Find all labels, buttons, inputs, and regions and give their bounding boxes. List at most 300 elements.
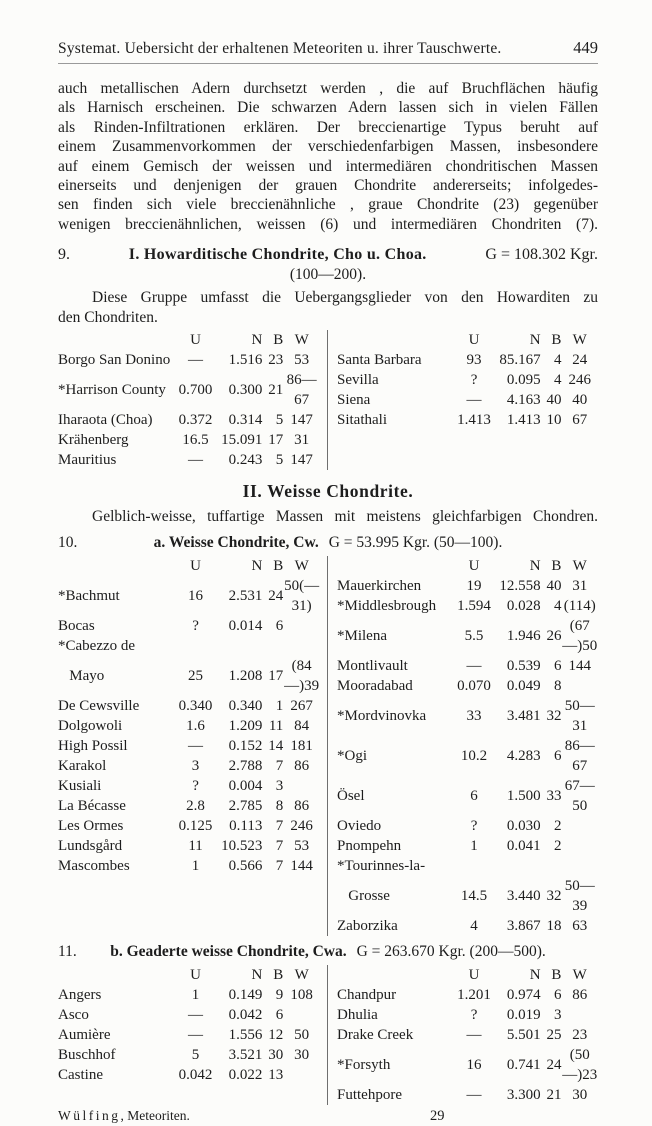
- meteorite-name: Bocas: [58, 618, 95, 635]
- value-cell: 32: [546, 708, 562, 725]
- column-header: W: [294, 332, 309, 349]
- value-cell: [283, 1005, 320, 1025]
- value-cell: [283, 616, 320, 636]
- column-header: U: [190, 967, 201, 984]
- meteorite-name: Castine: [58, 1067, 103, 1084]
- meteorite-name: Les Ormes: [58, 818, 124, 835]
- intro-paragraph: [58, 79, 598, 234]
- value-cell: 30: [268, 1047, 284, 1064]
- value-cell: 1: [275, 698, 284, 715]
- table-right-half: [328, 330, 598, 470]
- table-row: [337, 410, 598, 430]
- table-row: [58, 1005, 320, 1025]
- section-title: I. Howarditische Chondrite, Cho u. Choa.: [128, 246, 427, 264]
- weight-total: G = 263.670 Kgr. (200—500).: [356, 943, 546, 961]
- value-cell: 3: [275, 778, 284, 795]
- value-cell: 2: [553, 838, 562, 855]
- value-cell: 50(—31): [284, 578, 320, 615]
- value-cell: 147: [290, 452, 313, 469]
- value-cell: 3.300: [506, 1087, 541, 1104]
- value-cell: 25: [188, 668, 204, 685]
- meteorite-name: Mayo: [58, 668, 105, 685]
- table-row: [337, 836, 598, 856]
- value-cell: 1: [470, 838, 478, 855]
- column-header: B: [551, 967, 562, 984]
- running-header: [58, 38, 598, 64]
- meteorite-name: Kusiali: [58, 778, 102, 795]
- value-cell: 86—67: [286, 372, 317, 409]
- value-cell: 0.019: [506, 1007, 541, 1024]
- value-cell: 0.042: [228, 1007, 263, 1024]
- value-cell: 7: [275, 858, 284, 875]
- table-row: [337, 696, 598, 736]
- section-10-heading: [58, 532, 598, 553]
- value-cell: 5: [191, 1047, 200, 1064]
- column-header: U: [190, 558, 201, 575]
- table-row: [58, 756, 320, 776]
- value-cell: 11: [188, 838, 203, 855]
- value-cell: 267: [290, 698, 313, 715]
- column-header: N: [251, 967, 263, 984]
- value-cell: 246: [290, 818, 313, 835]
- column-header: U: [190, 332, 201, 349]
- table-row: [58, 1065, 320, 1085]
- table-row: [337, 1085, 598, 1105]
- column-header: U: [468, 967, 480, 984]
- value-cell: [176, 636, 215, 656]
- section-number: 10.: [58, 534, 78, 552]
- table-row: [337, 350, 598, 370]
- value-cell: —: [188, 352, 204, 369]
- table-row: [337, 876, 598, 916]
- paragraph-line: sen finden sich viele breccienähnliche , graue Chondrite (23) gegenüber: [58, 196, 598, 214]
- value-cell: 0.152: [228, 738, 263, 755]
- value-cell: 23: [572, 1027, 588, 1044]
- value-cell: 10: [546, 412, 562, 429]
- value-cell: 21: [268, 382, 284, 399]
- white-chondrite-table: [58, 556, 598, 936]
- value-cell: 0.028: [506, 598, 541, 615]
- value-cell: 7: [275, 838, 284, 855]
- value-cell: 53: [294, 838, 310, 855]
- value-cell: 16: [188, 588, 204, 605]
- meteorite-name: *Mordvinovka: [337, 708, 427, 725]
- value-cell: 0.741: [506, 1057, 541, 1074]
- meteorite-name: *Bachmut: [58, 588, 120, 605]
- value-cell: 0.300: [228, 382, 263, 399]
- table-row: [58, 450, 320, 470]
- value-cell: 0.030: [506, 818, 541, 835]
- meteorite-name: Mooradabad: [337, 678, 413, 695]
- value-cell: 85.167: [499, 352, 541, 369]
- value-cell: 2: [553, 818, 562, 835]
- column-header: W: [572, 967, 587, 984]
- meteorite-name: De Cewsville: [58, 698, 140, 715]
- value-cell: (67—)50: [562, 618, 598, 655]
- table-row: [337, 656, 598, 676]
- work-title: , Meteoriten.: [120, 1108, 190, 1124]
- meteorite-name: Borgo San Donino: [58, 352, 171, 369]
- value-cell: [561, 1005, 598, 1025]
- meteorite-name: *Ogi: [337, 748, 367, 765]
- value-cell: 0.041: [506, 838, 541, 855]
- meteorite-name: Zaborzika: [337, 918, 398, 935]
- table-left-half: [58, 556, 328, 936]
- paragraph-line: auf einem Gemisch der weissen und intermediären chondritischen Massen: [58, 157, 598, 175]
- value-cell: —: [188, 738, 204, 755]
- column-header: B: [273, 332, 284, 349]
- section-9-description: [58, 288, 598, 327]
- value-cell: 1.209: [228, 718, 263, 735]
- table-row: [58, 776, 320, 796]
- column-header: W: [572, 332, 587, 349]
- table-row: [58, 985, 320, 1005]
- page-footer: [58, 1106, 598, 1126]
- meteorite-name: Mauritius: [58, 452, 117, 469]
- value-cell: 86: [572, 987, 588, 1004]
- table-row: [58, 636, 320, 656]
- value-cell: [283, 776, 320, 796]
- value-cell: 4: [553, 598, 562, 615]
- value-cell: 1.413: [506, 412, 541, 429]
- table-row: [58, 656, 320, 696]
- value-cell: [541, 856, 562, 876]
- value-cell: 1.201: [457, 987, 491, 1004]
- meteorite-name: Sitathali: [337, 412, 387, 429]
- value-cell: 3: [553, 1007, 562, 1024]
- value-cell: —: [466, 392, 482, 409]
- value-cell: 2.785: [228, 798, 263, 815]
- value-cell: 0.539: [506, 658, 541, 675]
- value-cell: 144: [568, 658, 591, 675]
- table-row: [58, 796, 320, 816]
- section-title: a. Weisse Chondrite, Cw.: [153, 534, 319, 552]
- value-cell: (84—)39: [284, 658, 320, 695]
- meteorite-name: Karakol: [58, 758, 107, 775]
- value-cell: —: [188, 452, 204, 469]
- value-cell: [262, 636, 283, 656]
- value-cell: 0.149: [228, 987, 263, 1004]
- table-row: [337, 596, 598, 616]
- value-cell: 10.523: [221, 838, 263, 855]
- weight-total: G = 108.302 Kgr.: [485, 246, 598, 264]
- paragraph-line: als Rinden-Infiltrationen erklären. Der breccienartige Typus beruht auf: [58, 118, 598, 136]
- value-cell: ?: [192, 778, 199, 795]
- value-cell: 1.6: [186, 718, 205, 735]
- table-row: [337, 1045, 598, 1085]
- value-cell: 17: [268, 668, 284, 685]
- value-cell: 1: [191, 858, 200, 875]
- value-cell: 93: [466, 352, 482, 369]
- meteorite-name: Iharaota (Choa): [58, 412, 153, 429]
- meteorite-name: Pnompehn: [337, 838, 402, 855]
- value-cell: [283, 636, 320, 656]
- value-cell: 0.113: [229, 818, 263, 835]
- howardite-table: [58, 330, 598, 470]
- value-cell: 24: [268, 588, 284, 605]
- table-row: [58, 350, 320, 370]
- value-cell: 0.314: [228, 412, 263, 429]
- column-header: B: [273, 558, 284, 575]
- value-cell: 0.340: [178, 698, 213, 715]
- section-2-description: Gelblich-weisse, tuffartige Massen mit meistens gleichfarbigen Chondren.: [92, 508, 598, 526]
- value-cell: 5.501: [506, 1027, 541, 1044]
- value-cell: 53: [294, 352, 310, 369]
- value-cell: 1.556: [228, 1027, 263, 1044]
- value-cell: 3: [191, 758, 200, 775]
- meteorite-name: Drake Creek: [337, 1027, 414, 1044]
- paragraph-line: den Chondriten.: [58, 308, 158, 326]
- table-row: [58, 430, 320, 450]
- value-cell: —: [188, 1007, 204, 1024]
- value-cell: 5.5: [464, 628, 484, 645]
- column-header: N: [529, 558, 541, 575]
- table-row: [58, 616, 320, 636]
- meteorite-name: Sevilla: [337, 372, 379, 389]
- value-cell: 21: [546, 1087, 562, 1104]
- paragraph-line: Diese Gruppe umfasst die Uebergangsglieder von den Howarditen zu: [92, 289, 598, 307]
- weight-total: G = 53.995 Kgr. (50—100).: [328, 534, 503, 552]
- value-cell: 14.5: [460, 888, 488, 905]
- value-cell: 26: [546, 628, 562, 645]
- table-right-half: [328, 965, 598, 1105]
- meteorite-name: Mauerkirchen: [337, 578, 422, 595]
- table-row: [58, 736, 320, 756]
- value-cell: 30: [572, 1087, 588, 1104]
- value-cell: 108: [290, 987, 313, 1004]
- meteorite-name: Siena: [337, 392, 371, 409]
- value-cell: 2.531: [228, 588, 263, 605]
- value-cell: 50—31: [564, 698, 595, 735]
- value-cell: 0.070: [457, 678, 491, 695]
- value-cell: 6: [553, 987, 562, 1004]
- meteorite-name: Ösel: [337, 788, 365, 805]
- value-cell: 1.500: [506, 788, 541, 805]
- value-cell: 0.095: [506, 372, 541, 389]
- value-cell: 13: [268, 1067, 284, 1084]
- value-cell: 3.867: [506, 918, 541, 935]
- running-header-title: Systemat. Uebersicht der erhaltenen Meteoriten u. ihrer Tauschwerte.: [58, 40, 502, 57]
- meteorite-name: La Bécasse: [58, 798, 126, 815]
- table-row: [58, 1025, 320, 1045]
- meteorite-name: *Tourinnes-la-: [337, 858, 426, 875]
- value-cell: 25: [546, 1027, 562, 1044]
- veined-white-chondrite-table: [58, 965, 598, 1105]
- table-row: [337, 916, 598, 936]
- value-cell: 31: [572, 578, 588, 595]
- value-cell: 7: [275, 758, 284, 775]
- value-cell: 8: [275, 798, 284, 815]
- value-cell: 63: [572, 918, 588, 935]
- value-cell: —: [466, 1087, 482, 1104]
- value-cell: ?: [192, 618, 199, 635]
- meteorite-name: *Milena: [337, 628, 387, 645]
- value-cell: 23: [268, 352, 284, 369]
- meteorite-name: High Possil: [58, 738, 128, 755]
- author-name: Wülfing: [58, 1108, 121, 1124]
- value-cell: 11: [268, 718, 284, 735]
- value-cell: 246: [568, 372, 591, 389]
- value-cell: 4.283: [506, 748, 541, 765]
- column-header: N: [251, 558, 263, 575]
- table-row: [337, 816, 598, 836]
- value-cell: [561, 676, 598, 696]
- meteorite-name: Dolgowoli: [58, 718, 123, 735]
- value-cell: 33: [466, 708, 482, 725]
- exchange-range: (100—200).: [289, 266, 367, 284]
- value-cell: 33: [546, 788, 562, 805]
- value-cell: 24: [546, 1057, 562, 1074]
- value-cell: ?: [470, 818, 478, 835]
- table-row: [58, 856, 320, 876]
- value-cell: (50—)23: [562, 1047, 598, 1084]
- table-row: [337, 1025, 598, 1045]
- value-cell: 24: [572, 352, 588, 369]
- value-cell: 9: [275, 987, 284, 1004]
- table-row: [337, 776, 598, 816]
- paragraph-line: einerseits und denjenigen der grauen Chondrite andererseits; infolgedes-: [58, 177, 598, 195]
- value-cell: 67—50: [564, 778, 595, 815]
- value-cell: 3.521: [228, 1047, 263, 1064]
- value-cell: 6: [470, 788, 478, 805]
- value-cell: 4: [470, 918, 478, 935]
- table-row: [337, 856, 598, 876]
- value-cell: 1.208: [228, 668, 263, 685]
- meteorite-name: Santa Barbara: [337, 352, 422, 369]
- meteorite-name: Montlivault: [337, 658, 408, 675]
- column-header: W: [572, 558, 587, 575]
- value-cell: [561, 816, 598, 836]
- meteorite-name: Dhulia: [337, 1007, 378, 1024]
- value-cell: ?: [470, 1007, 478, 1024]
- value-cell: 3.440: [506, 888, 541, 905]
- table-right-half: [328, 556, 598, 936]
- value-cell: 0.372: [178, 412, 213, 429]
- section-title: b. Geaderte weisse Chondrite, Cwa.: [110, 943, 347, 961]
- column-header: U: [468, 558, 480, 575]
- table-row: [337, 985, 598, 1005]
- column-header: B: [551, 558, 562, 575]
- paragraph-line: einem Zusammenvorkommen der verschiedenfarbigen Massen, insbesondere: [58, 138, 598, 156]
- meteorite-name: *Middlesbrough: [337, 598, 437, 615]
- table-row: [337, 676, 598, 696]
- meteorite-name: Lundsgård: [58, 838, 123, 855]
- table-left-half: [58, 330, 328, 470]
- value-cell: [494, 856, 541, 876]
- value-cell: 32: [546, 888, 562, 905]
- value-cell: 2.788: [228, 758, 263, 775]
- meteorite-name: Buschhof: [58, 1047, 116, 1064]
- value-cell: 0.125: [178, 818, 213, 835]
- meteorite-name: Chandpur: [337, 987, 397, 1004]
- meteorite-name: Aumière: [58, 1027, 111, 1044]
- value-cell: 1: [191, 987, 200, 1004]
- value-cell: 31: [294, 432, 310, 449]
- value-cell: 0.049: [506, 678, 541, 695]
- value-cell: 16.5: [182, 432, 209, 449]
- table-row: [337, 736, 598, 776]
- value-cell: 0.014: [228, 618, 263, 635]
- page-number: 449: [573, 38, 598, 57]
- value-cell: 5: [275, 452, 284, 469]
- value-cell: 0.243: [228, 452, 263, 469]
- value-cell: 5: [275, 412, 284, 429]
- value-cell: 12: [268, 1027, 284, 1044]
- value-cell: —: [466, 1027, 482, 1044]
- value-cell: [561, 836, 598, 856]
- value-cell: —: [188, 1027, 204, 1044]
- value-cell: 8: [553, 678, 562, 695]
- value-cell: 6: [553, 658, 562, 675]
- section-number: 11.: [58, 943, 77, 961]
- value-cell: 0.022: [228, 1067, 263, 1084]
- column-header: N: [251, 332, 263, 349]
- table-row: [337, 576, 598, 596]
- meteorite-name: Oviedo: [337, 818, 382, 835]
- table-left-half: [58, 965, 328, 1105]
- value-cell: 84: [294, 718, 310, 735]
- paragraph-line: auch metallischen Adern durchsetzt werden , die auf Bruchflächen häufig: [58, 80, 598, 97]
- value-cell: 40: [546, 578, 562, 595]
- value-cell: 4: [553, 372, 562, 389]
- meteorite-name: Grosse: [337, 888, 390, 905]
- value-cell: 0.042: [178, 1067, 213, 1084]
- table-row: [58, 1045, 320, 1065]
- section-11-heading: [58, 941, 598, 962]
- value-cell: 86—67: [564, 738, 595, 775]
- table-row: [337, 616, 598, 656]
- value-cell: 10.2: [460, 748, 488, 765]
- signature-number: 29: [430, 1108, 445, 1125]
- paragraph-line: wenigen breccienähnlichen, weissen (6) und intermediären Chondriten (7).: [58, 215, 598, 233]
- value-cell: 0.004: [228, 778, 263, 795]
- value-cell: 2.8: [186, 798, 205, 815]
- column-header: N: [529, 332, 541, 349]
- column-header: U: [468, 332, 480, 349]
- value-cell: [283, 1065, 320, 1085]
- table-row: [337, 1005, 598, 1025]
- table-row: [58, 370, 320, 410]
- meteorite-name: *Harrison County: [58, 382, 166, 399]
- paragraph-line: als Harnisch erscheinen. Die schwarzen Adern lassen sich in vielen Fällen: [58, 99, 598, 117]
- meteorite-name: Mascombes: [58, 858, 130, 875]
- value-cell: 17: [268, 432, 284, 449]
- value-cell: 0.974: [506, 987, 541, 1004]
- value-cell: 14: [268, 738, 284, 755]
- value-cell: 16: [466, 1057, 482, 1074]
- value-cell: 1.946: [506, 628, 541, 645]
- column-header: W: [294, 558, 309, 575]
- meteorite-name: Futtehpore: [337, 1087, 402, 1104]
- meteorite-name: Asco: [58, 1007, 89, 1024]
- value-cell: 50: [294, 1027, 310, 1044]
- value-cell: [215, 636, 262, 656]
- value-cell: 1.413: [457, 412, 491, 429]
- table-row: [337, 390, 598, 410]
- value-cell: 0.700: [178, 382, 213, 399]
- section-2-heading: II. Weisse Chondrite.: [242, 481, 414, 502]
- value-cell: 86: [294, 798, 310, 815]
- value-cell: 86: [294, 758, 310, 775]
- value-cell: —: [466, 658, 482, 675]
- value-cell: 40: [572, 392, 588, 409]
- value-cell: 15.091: [221, 432, 263, 449]
- table-row: [337, 370, 598, 390]
- column-header: W: [294, 967, 309, 984]
- value-cell: 30: [294, 1047, 310, 1064]
- table-row: [58, 410, 320, 430]
- value-cell: 6: [275, 618, 284, 635]
